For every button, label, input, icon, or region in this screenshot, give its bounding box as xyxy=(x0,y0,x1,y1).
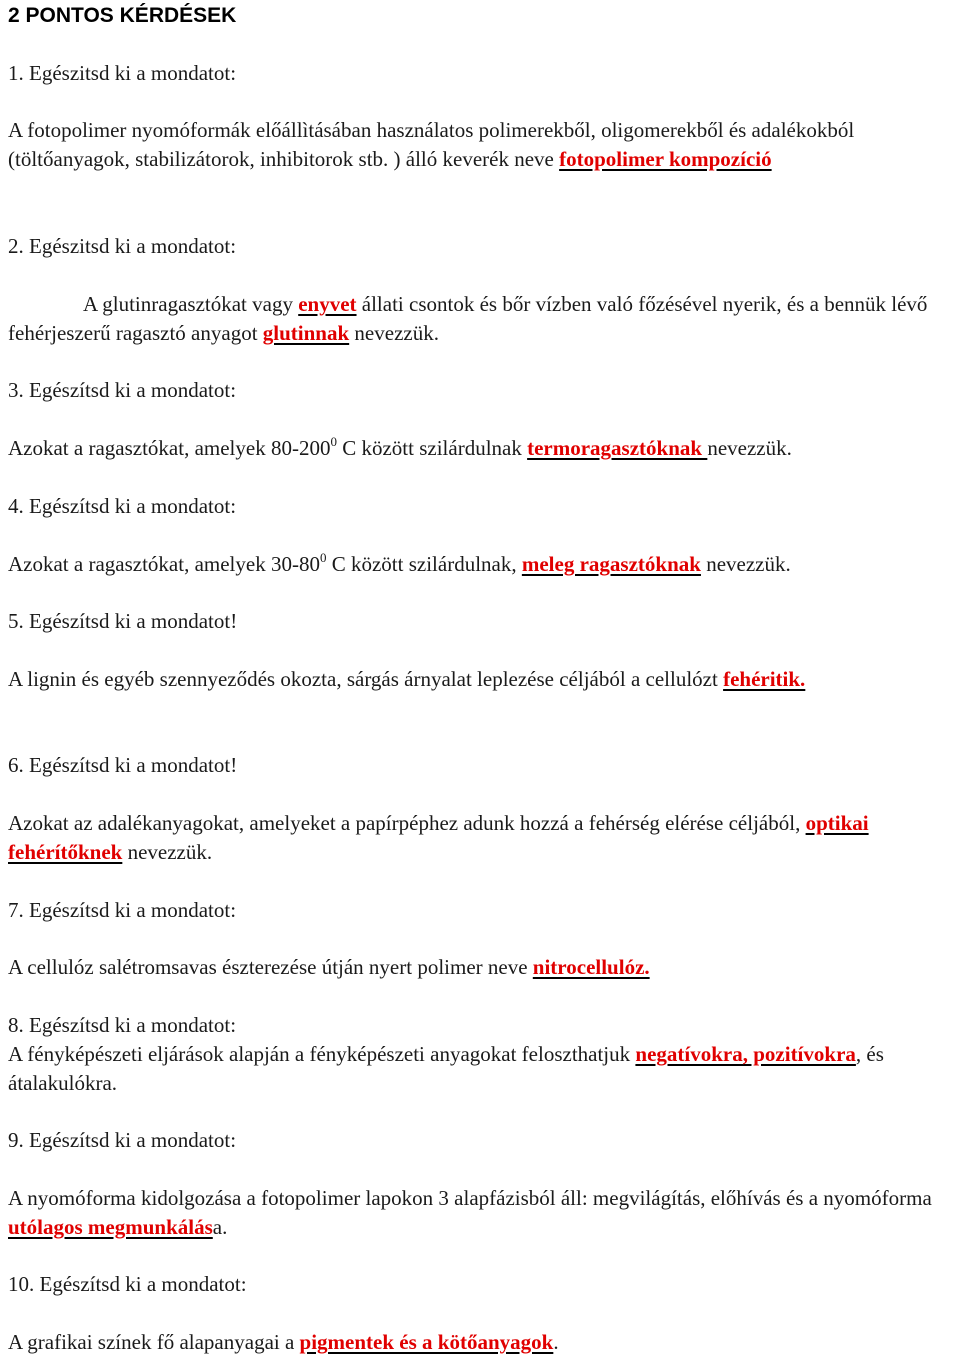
question-9-text-b: a. xyxy=(212,1215,228,1239)
question-label-10: 10. Egészítsd ki a mondatot: xyxy=(8,1272,247,1296)
question-4-text-c: nevezzük. xyxy=(700,552,791,576)
question-1-text: A fotopolimer nyomóformák előállìtásában használatos polimerekből, oligomerekből és adalékokból (töltőanyagok, stabilizátorok, inhibitorok stb. ) álló keverék neve xyxy=(8,118,855,171)
question-text-6 xyxy=(8,809,956,867)
answer-3: termoragasztóknak xyxy=(527,436,708,460)
question-text-2 xyxy=(8,290,956,348)
question-3-text-c: nevezzük. xyxy=(707,436,792,460)
question-label-1: 1. Egészitsd ki a mondatot: xyxy=(8,61,237,85)
question-text-3 xyxy=(8,434,956,463)
question-8-text-a: A fényképészeti eljárások alapján a fényképészeti anyagokat feloszthatjuk xyxy=(8,1042,636,1066)
question-8-text-b: , és átalakulókra. xyxy=(8,1042,884,1095)
question-text-9 xyxy=(8,1184,956,1242)
question-5-text: A lignin és egyéb szennyeződés okozta, sárgás árnyalat leplezése céljából a cellulózt xyxy=(8,667,724,691)
answer-8: negatívokra, pozitívokra xyxy=(635,1042,856,1066)
question-6-text-a: Azokat az adalékanyagokat, amelyeket a papírpéphez adunk hozzá a fehérség elérése céljából, xyxy=(8,811,806,835)
question-9-text-a: A nyomóforma kidolgozása a fotopolimer lapokon 3 alapfázisból áll: megvilágítás, előhívás és a nyomóforma xyxy=(8,1186,932,1210)
question-label-5: 5. Egészítsd ki a mondatot! xyxy=(8,609,238,633)
question-6-text-b: nevezzük. xyxy=(122,840,213,864)
answer-2b: glutinnak xyxy=(262,321,350,345)
question-10-text-b: . xyxy=(553,1330,559,1354)
question-label-3: 3. Egészítsd ki a mondatot: xyxy=(8,378,237,402)
question-text-8 xyxy=(8,1040,908,1098)
degree-sup-4: 0 xyxy=(319,550,327,565)
question-text-5 xyxy=(8,665,878,694)
answer-7: nitrocellulóz. xyxy=(532,955,650,979)
question-text-1 xyxy=(8,116,956,174)
degree-sup-3: 0 xyxy=(330,434,337,449)
answer-10: pigmentek és a kötőanyagok xyxy=(299,1330,554,1354)
question-text-10 xyxy=(8,1328,956,1357)
answer-1: fotopolimer kompozíció xyxy=(559,147,772,171)
question-2-text-c: nevezzük. xyxy=(349,321,439,345)
question-4-text-b: C között szilárdulnak, xyxy=(326,552,522,576)
question-10-text-a: A grafikai színek fő alapanyagai a xyxy=(8,1330,300,1354)
question-text-4 xyxy=(8,550,956,579)
page-title: 2 PONTOS KÉRDÉSEK xyxy=(8,4,237,27)
question-4-text-a: Azokat a ragasztókat, amelyek 30-80 xyxy=(8,552,320,576)
question-label-2: 2. Egészitsd ki a mondatot: xyxy=(8,234,237,258)
question-label-9: 9. Egészítsd ki a mondatot: xyxy=(8,1128,237,1152)
question-2-text-b: állati csontok és bőr vízben való főzésével nyerik, és a bennük lévő fehérjeszerű ragasztó anyagot xyxy=(8,292,928,345)
answer-5: fehéritik. xyxy=(723,667,806,691)
answer-4: meleg ragasztóknak xyxy=(521,552,701,576)
question-3-text-b: C között szilárdulnak xyxy=(336,436,528,460)
question-7-text: A cellulóz salétromsavas észterezése útján nyert polimer neve xyxy=(8,955,533,979)
question-text-7 xyxy=(8,953,956,982)
question-3-text-a: Azokat a ragasztókat, amelyek 80-200 xyxy=(8,436,331,460)
question-label-6: 6. Egészítsd ki a mondatot! xyxy=(8,753,238,777)
question-label-8: 8. Egészítsd ki a mondatot: xyxy=(8,1013,237,1037)
question-label-7: 7. Egészítsd ki a mondatot: xyxy=(8,898,237,922)
answer-9: utólagos megmunkálás xyxy=(8,1215,213,1239)
answer-6: optikai fehérítőknek xyxy=(8,811,869,864)
question-2-text-a: A glutinragasztókat vagy xyxy=(83,292,299,316)
answer-2a: enyvet xyxy=(298,292,357,316)
question-label-4: 4. Egészítsd ki a mondatot: xyxy=(8,494,237,518)
